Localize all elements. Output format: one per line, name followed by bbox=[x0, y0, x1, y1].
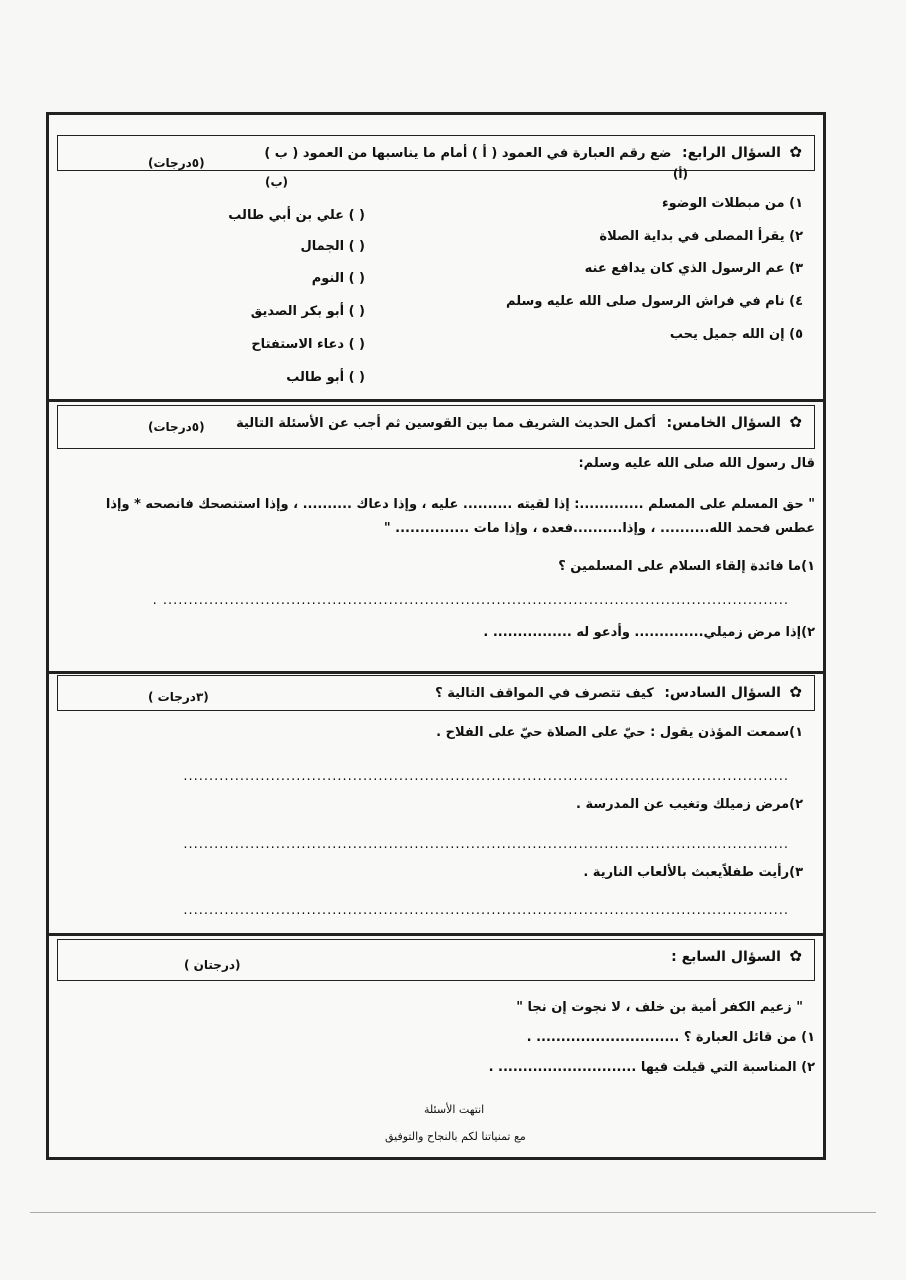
column-b-item: ( ) النوم bbox=[311, 271, 365, 286]
question-4-marks: (٥درجات) bbox=[148, 156, 205, 170]
situation-item: ٣)رأيت طفلاًيعبث بالألعاب النارية . bbox=[583, 865, 803, 880]
answer-line[interactable]: ...................................................................................................................... bbox=[183, 837, 789, 852]
column-b-item: ( ) أبو بكر الصديق bbox=[250, 304, 365, 319]
column-a-item: ٤) نام في فراش الرسول صلى الله عليه وسلم bbox=[506, 294, 803, 309]
answer-line[interactable]: ...................................................................................................................... bbox=[183, 903, 789, 918]
question-7-header bbox=[57, 939, 815, 981]
question-4-header bbox=[57, 135, 815, 171]
gear-flower-icon: ✿ bbox=[789, 413, 802, 431]
question-7-sub-2: ٢) المناسبة التي قيلت فيها ............................ . bbox=[488, 1060, 815, 1075]
hadith-line: عطس فحمد الله.......... ، وإذا..........فعده ، وإذا مات ............... " bbox=[383, 521, 815, 536]
question-4-instruction: ضع رقم العبارة في العمود ( أ ) أمام ما يناسبها من العمود ( ب ) bbox=[264, 146, 672, 161]
exam-sheet bbox=[46, 112, 826, 1160]
question-5-sub-2: ٢)إذا مرض زميلي.............. وأدعو له ................ . bbox=[483, 625, 815, 640]
closing-wish: مع تمنياتنا لكم بالنجاح والتوفيق bbox=[385, 1130, 526, 1143]
page-bottom-rule bbox=[30, 1212, 876, 1213]
quote: " زعيم الكفر أمية بن خلف ، لا نجوت إن نجا " bbox=[516, 1000, 803, 1015]
question-5-header bbox=[57, 405, 815, 449]
column-a-item: ٣) عم الرسول الذي كان يدافع عنه bbox=[584, 261, 803, 276]
column-b-item: ( ) علي بن أبي طالب bbox=[228, 208, 365, 223]
column-b-item: ( ) الجمال bbox=[300, 239, 365, 254]
question-5-marks: (٥درجات) bbox=[148, 420, 205, 434]
column-a-header: (أ) bbox=[672, 167, 688, 181]
column-a-item: ٢) يقرأ المصلى في بداية الصلاة bbox=[599, 229, 803, 244]
question-7-sub-1: ١) من قائل العبارة ؟ ............................. . bbox=[526, 1030, 815, 1045]
question-7-marks: (درجتان ) bbox=[184, 958, 241, 972]
end-of-questions: انتهت الأسئلة bbox=[424, 1103, 485, 1116]
question-4-label: السؤال الرابع: bbox=[682, 145, 781, 161]
question-6-marks: (٣درجات ) bbox=[148, 690, 209, 704]
gear-flower-icon: ✿ bbox=[789, 143, 802, 161]
column-a-item: ٥) إن الله جميل يحب bbox=[669, 327, 803, 342]
question-7-label: السؤال السابع : bbox=[671, 949, 781, 965]
answer-line[interactable]: .......................................................................................................................... . bbox=[152, 593, 789, 608]
hadith-intro: قال رسول الله صلى الله عليه وسلم: bbox=[578, 456, 815, 471]
question-5-sub-1: ١)ما فائدة إلقاء السلام على المسلمين ؟ bbox=[558, 559, 815, 574]
question-6-label: السؤال السادس: bbox=[664, 685, 781, 701]
question-6-header bbox=[57, 675, 815, 711]
column-a-item: ١) من مبطلات الوضوء bbox=[661, 196, 803, 211]
answer-line[interactable]: ...................................................................................................................... bbox=[183, 769, 789, 784]
section-divider bbox=[49, 399, 823, 402]
column-b-item: ( ) دعاء الاستفتاح bbox=[251, 337, 365, 352]
section-divider bbox=[49, 933, 823, 936]
question-6-instruction: كيف تتصرف في المواقف التالية ؟ bbox=[435, 686, 654, 701]
hadith-line: " حق المسلم على المسلم .............: إذا لقيته .......... عليه ، وإذا دعاك .......... ، وإذا استنصحك فانصحه * وإذا bbox=[105, 497, 815, 512]
section-divider bbox=[49, 671, 823, 674]
situation-item: ١)سمعت المؤذن يقول : حيّ على الصلاة حيّ على الفلاح . bbox=[436, 725, 803, 740]
situation-item: ٢)مرض زميلك وتغيب عن المدرسة . bbox=[576, 797, 803, 812]
gear-flower-icon: ✿ bbox=[789, 683, 802, 701]
question-5-label: السؤال الخامس: bbox=[666, 415, 781, 431]
column-b-item: ( ) أبو طالب bbox=[286, 370, 365, 385]
gear-flower-icon: ✿ bbox=[789, 947, 802, 965]
column-b-header: (ب) bbox=[264, 175, 288, 189]
question-5-instruction: أكمل الحديث الشريف مما بين القوسين ثم أجب عن الأسئلة التالية bbox=[236, 416, 656, 431]
